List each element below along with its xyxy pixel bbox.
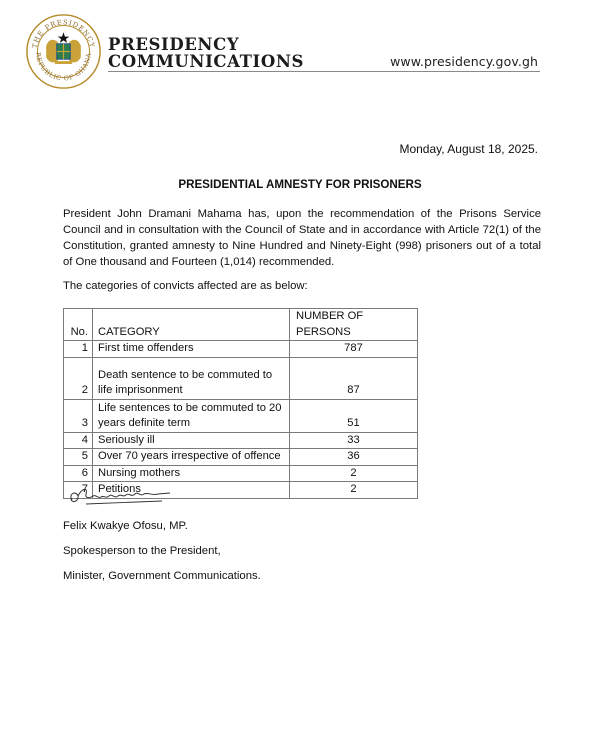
letterhead [0, 0, 600, 100]
table-header-row [64, 309, 418, 341]
row-count: 87 [290, 357, 418, 399]
row-no: 4 [64, 432, 93, 449]
svg-text:THE PRESIDENCY: THE PRESIDENCY [30, 18, 97, 49]
website-link[interactable]: www.presidency.gov.gh [390, 54, 538, 69]
row-count: 36 [290, 449, 418, 466]
brand-wordmark [108, 36, 304, 70]
table-row [64, 357, 418, 399]
document-title: PRESIDENTIAL AMNESTY FOR PRISONERS [178, 178, 422, 191]
table-row [64, 399, 418, 432]
header-count: NUMBER OF PERSONS [290, 309, 418, 341]
row-no: 3 [64, 399, 93, 432]
row-category: Life sentences to be commuted to 20 years definite term [93, 399, 290, 432]
signatory-ministry: Minister, Government Communications. [63, 570, 261, 582]
row-category: First time offenders [93, 341, 290, 358]
row-no: 2 [64, 357, 93, 399]
svg-text:REPUBLIC OF GHANA: REPUBLIC OF GHANA [34, 52, 93, 83]
brand-line1: PRESIDENCY [108, 35, 240, 54]
signatory-role: Spokesperson to the President, [63, 545, 221, 557]
row-count: 787 [290, 341, 418, 358]
signatory-name: Felix Kwakye Ofosu, MP. [63, 520, 188, 532]
letterhead-rule [108, 71, 540, 72]
row-count: 2 [290, 482, 418, 499]
row-no: 5 [64, 449, 93, 466]
row-count: 2 [290, 465, 418, 482]
row-category: Death sentence to be commuted to life imprisonment [93, 357, 290, 399]
signature-icon [66, 484, 186, 510]
header-category: CATEGORY [93, 309, 290, 341]
presidency-seal-icon [25, 13, 102, 90]
row-category: Seriously ill [93, 432, 290, 449]
row-category: Petitions [93, 482, 290, 499]
row-category: Nursing mothers [93, 465, 290, 482]
table-row [64, 432, 418, 449]
row-no: 7 [64, 482, 93, 499]
signatory-block [63, 520, 261, 595]
body-paragraph: President John Dramani Mahama has, upon the recommendation of the Prisons Service Council and in consultation with the Council of State and in accordance with Article 72(1) of the Constitution, granted amnesty to Nine Hundred and Ninety-Eight (998) prisoners out of a total of One thousand and Fourteen (1,014) recommended. [63, 208, 541, 268]
release-date: Monday, August 18, 2025. [399, 142, 538, 156]
row-category: Over 70 years irrespective of offence [93, 449, 290, 466]
table-row [64, 449, 418, 466]
row-no: 6 [64, 465, 93, 482]
row-count: 33 [290, 432, 418, 449]
brand-line2: COMMUNICATIONS [108, 52, 305, 71]
categories-table [63, 308, 418, 499]
row-count: 51 [290, 399, 418, 432]
table-row [64, 465, 418, 482]
categories-intro: The categories of convicts affected are as below: [63, 280, 308, 292]
table-row [64, 341, 418, 358]
row-no: 1 [64, 341, 93, 358]
header-no: No. [64, 309, 93, 341]
